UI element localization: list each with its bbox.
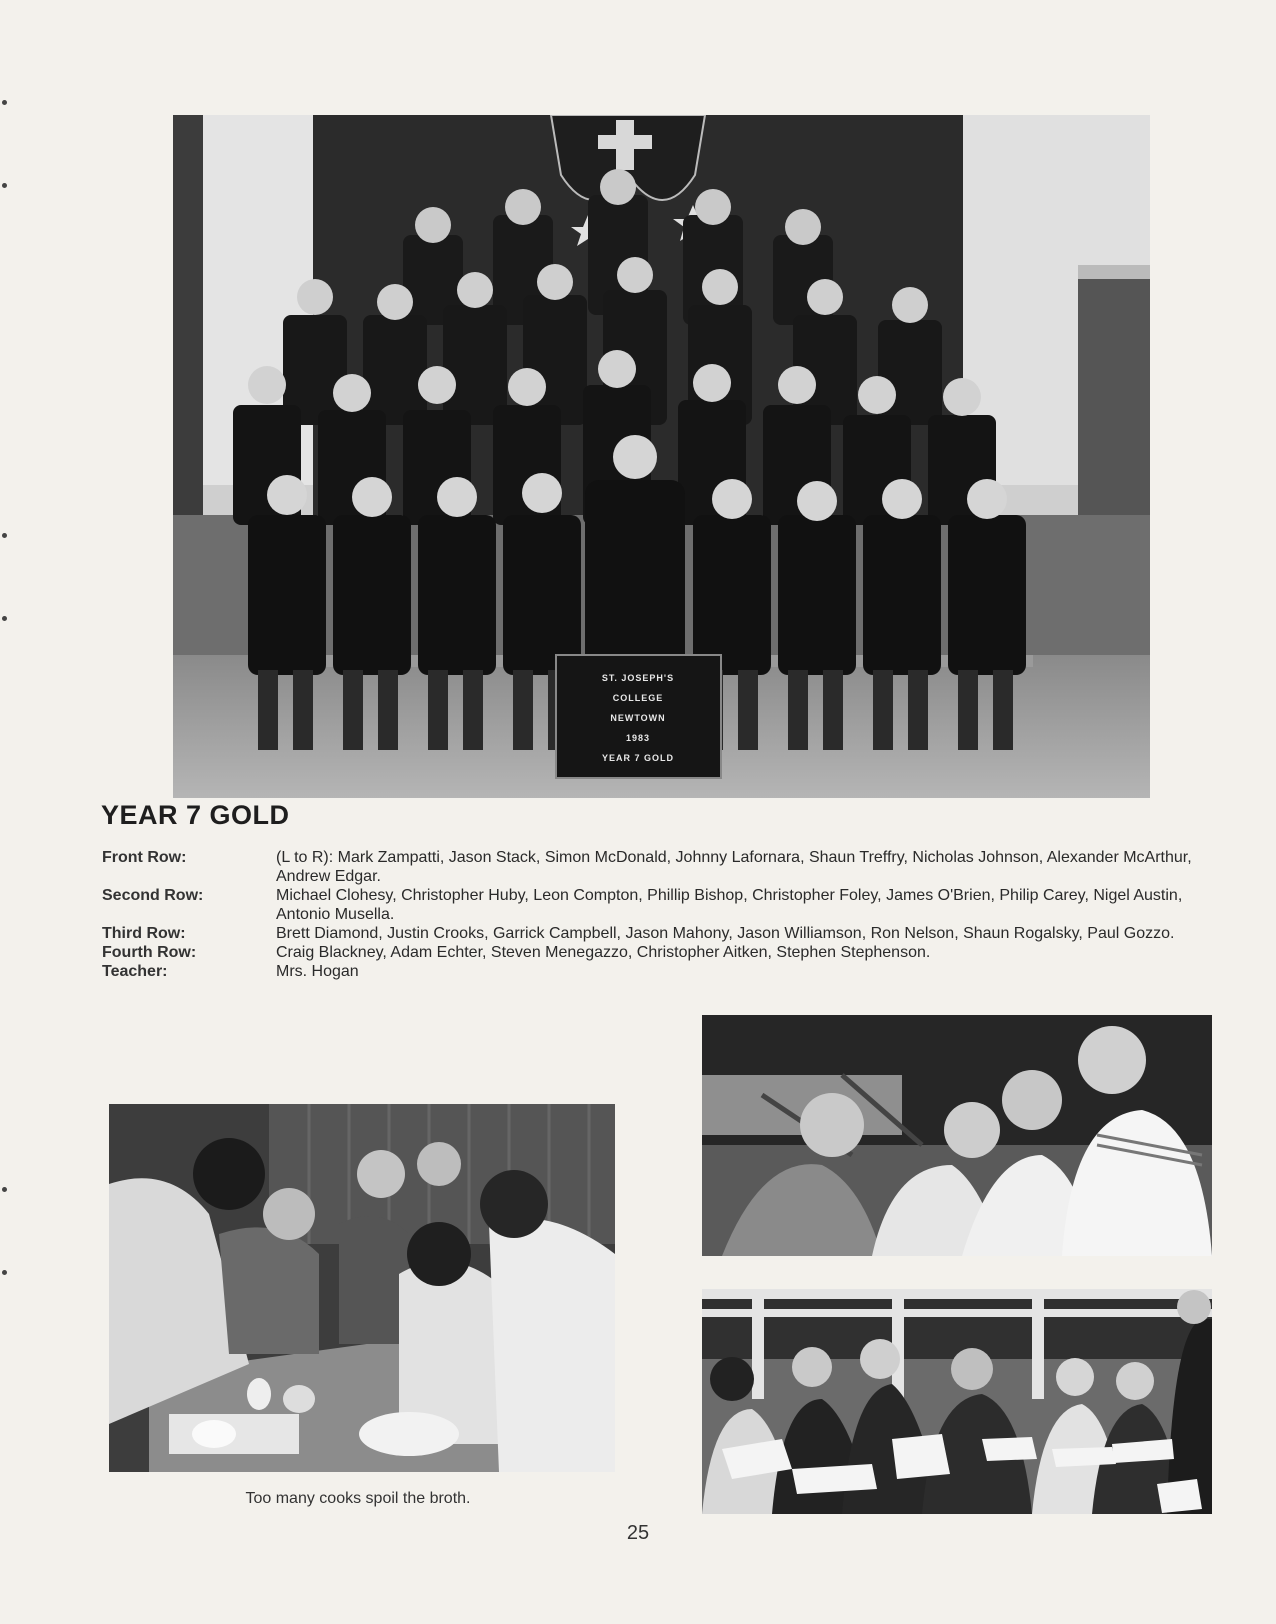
cooking-photo-image: [109, 1104, 615, 1472]
binder-mark: [2, 533, 7, 538]
roster-label: Front Row:: [102, 849, 187, 866]
roster-names: Michael Clohesy, Christopher Huby, Leon Compton, Phillip Bishop, Christopher Foley, James O'Brien, Philip Carey, Nigel Austin, Antonio Musella.: [276, 887, 1183, 923]
roster-row: [102, 848, 1226, 886]
roster-list: [102, 848, 1226, 981]
campfire-photo: [702, 1015, 1212, 1256]
roster-label: Fourth Row:: [102, 944, 197, 961]
sign-line: 1983: [625, 733, 651, 743]
roster-row: [102, 924, 1226, 943]
roster-names: (L to R): Mark Zampatti, Jason Stack, Simon McDonald, Johnny Lafornara, Shaun Treffry, Nicholas Johnson, Alexander McArthur, Andrew Edgar.: [276, 849, 1192, 885]
sign-line: COLLEGE: [612, 693, 664, 703]
roster-label: Second Row:: [102, 887, 204, 904]
sign-line: YEAR 7 GOLD: [601, 753, 675, 763]
cooking-photo-caption: Too many cooks spoil the broth.: [245, 1490, 471, 1507]
roster-names: Brett Diamond, Justin Crooks, Garrick Campbell, Jason Mahony, Jason Williamson, Ron Nelson, Shaun Rogalsky, Paul Gozzo.: [276, 925, 1175, 942]
roster-label: Teacher:: [102, 963, 168, 980]
class-photo: [173, 115, 1150, 798]
binder-mark: [2, 1270, 7, 1275]
binder-mark: [2, 183, 7, 188]
sign-line: ST. JOSEPH'S: [601, 673, 675, 683]
roster-names: Craig Blackney, Adam Echter, Steven Menegazzo, Christopher Aitken, Stephen Stephenson.: [276, 944, 931, 961]
roster-label: Third Row:: [102, 925, 186, 942]
cooking-photo: [109, 1104, 615, 1472]
roster-row: [102, 962, 1226, 981]
binder-mark: [2, 100, 7, 105]
study-photo-image: [702, 1289, 1212, 1514]
study-photo: [702, 1289, 1212, 1514]
page-number: 25: [626, 1522, 650, 1544]
sign-line: NEWTOWN: [610, 713, 666, 723]
roster-names: Mrs. Hogan: [276, 963, 359, 980]
class-photo-image: [173, 115, 1150, 798]
binder-mark: [2, 1187, 7, 1192]
roster-row: [102, 943, 1226, 962]
binder-mark: [2, 616, 7, 621]
roster-row: [102, 886, 1226, 924]
campfire-photo-image: [702, 1015, 1212, 1256]
section-title: YEAR 7 GOLD: [101, 800, 290, 830]
